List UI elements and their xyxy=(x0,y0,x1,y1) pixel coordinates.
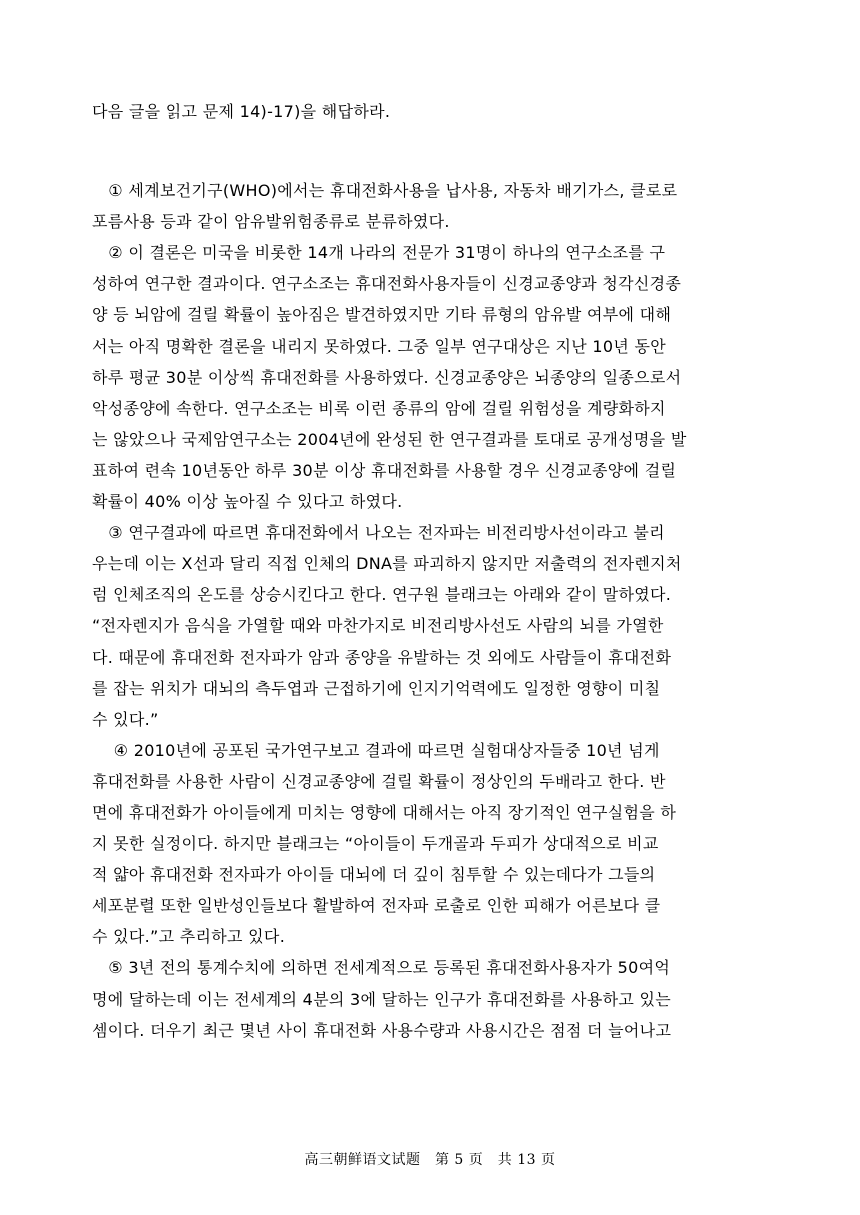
text-line: ③ 연구결과에 따르면 휴대전화에서 나오는 전자파는 비전리방사선이라고 불리 xyxy=(92,523,665,543)
text-line: 하루 평균 30분 이상씩 휴대전화를 사용하였다. 신경교종양은 뇌종양의 일종으로서 xyxy=(92,367,682,387)
text-line: 수 있다.”고 추리하고 있다. xyxy=(92,927,286,947)
text-line: 양 등 뇌암에 걸릴 확률이 높아짐은 발견하였지만 기타 류형의 암유발 여부에 대해 xyxy=(92,305,672,325)
text-line: 수 있다.” xyxy=(92,709,159,729)
text-line: 세포분렬 또한 일반성인들보다 활발하여 전자파 로출로 인한 피해가 어른보다 클 xyxy=(92,896,661,916)
text-line: ⑤ 3년 전의 통계수치에 의하면 전세계적으로 등록된 휴대전화사용자가 50여억 xyxy=(92,958,671,978)
text-line: 확률이 40% 이상 높아질 수 있다고 하였다. xyxy=(92,492,403,512)
text-line: ② 이 결론은 미국을 비롯한 14개 나라의 전문가 31명이 하나의 연구소조를 구 xyxy=(92,243,666,263)
text-line: 면에 휴대전화가 아이들에게 미치는 영향에 대해서는 아직 장기적인 연구실험을 하 xyxy=(92,802,677,822)
text-line: ④ 2010년에 공포된 국가연구보고 결과에 따르면 실험대상자들중 10년 넘게 xyxy=(92,740,660,760)
text-line: 악성종양에 속한다. 연구소조는 비록 이런 종류의 암에 걸릴 위험성을 계량화하지 xyxy=(92,398,666,418)
paragraph-4 xyxy=(92,735,768,953)
instruction-line: 다음 글을 읽고 문제 14)-17)을 해답하라. xyxy=(92,102,391,121)
text-line: 는 않았으나 국제암연구소는 2004년에 완성된 한 연구결과를 토대로 공개성명을 발 xyxy=(92,429,687,449)
text-line: 다. 때문에 휴대전화 전자파가 암과 종양을 유발하는 것 외에도 사람들이 휴대전화 xyxy=(92,647,672,667)
text-line: 럼 인체조직의 온도를 상승시킨다고 한다. 연구원 블래크는 아래와 같이 말하였다. xyxy=(92,585,672,605)
paragraph-2 xyxy=(92,237,768,517)
page-footer: 高三朝鲜语文试题 第 5 页 共 13 页 xyxy=(304,1152,556,1168)
text-line: 휴대전화를 사용한 사람이 신경교종양에 걸릴 확률이 정상인의 두배라고 한다. 반 xyxy=(92,771,666,791)
text-line: 우는데 이는 X선과 달리 직접 인체의 DNA를 파괴하지 않지만 저출력의 전자렌지처 xyxy=(92,554,682,574)
text-line: “전자렌지가 음식을 가열할 때와 마찬가지로 비전리방사선도 사람의 뇌를 가열한 xyxy=(92,616,664,636)
paragraph-5 xyxy=(92,952,768,1045)
text-line: 셈이다. 더우기 최근 몇년 사이 휴대전화 사용수량과 사용시간은 점점 더 늘어나고 xyxy=(92,1020,672,1040)
text-line: 적 얇아 휴대전화 전자파가 아이들 대뇌에 더 깊이 침투할 수 있는데다가 그들의 xyxy=(92,865,656,885)
text-line: 를 잡는 위치가 대뇌의 측두엽과 근접하기에 인지기억력에도 일정한 영향이 미칠 xyxy=(92,678,661,698)
text-line: ① 세계보건기구(WHO)에서는 휴대전화사용을 납사용, 자동차 배기가스, 클로로 xyxy=(92,181,678,201)
text-line: 서는 아직 명확한 결론을 내리지 못하였다. 그중 일부 연구대상은 지난 10년 동안 xyxy=(92,336,667,356)
paragraph-3 xyxy=(92,517,768,735)
exam-text-body xyxy=(92,96,768,1046)
text-line: 지 못한 실정이다. 하지만 블래크는 “아이들이 두개골과 두피가 상대적으로 비교 xyxy=(92,834,659,854)
text-line: 명에 달하는데 이는 전세계의 4분의 3에 달하는 인구가 휴대전화를 사용하고 있는 xyxy=(92,989,672,1009)
text-line: 성하여 연구한 결과이다. 연구소조는 휴대전화사용자들이 신경교종양과 청각신경종 xyxy=(92,274,682,294)
text-line: 포름사용 등과 같이 암유발위험종류로 분류하였다. xyxy=(92,212,450,232)
paragraph-1 xyxy=(92,175,768,237)
text-line: 표하여 련속 10년동안 하루 30분 이상 휴대전화를 사용할 경우 신경교종양에 걸릴 xyxy=(92,460,677,480)
